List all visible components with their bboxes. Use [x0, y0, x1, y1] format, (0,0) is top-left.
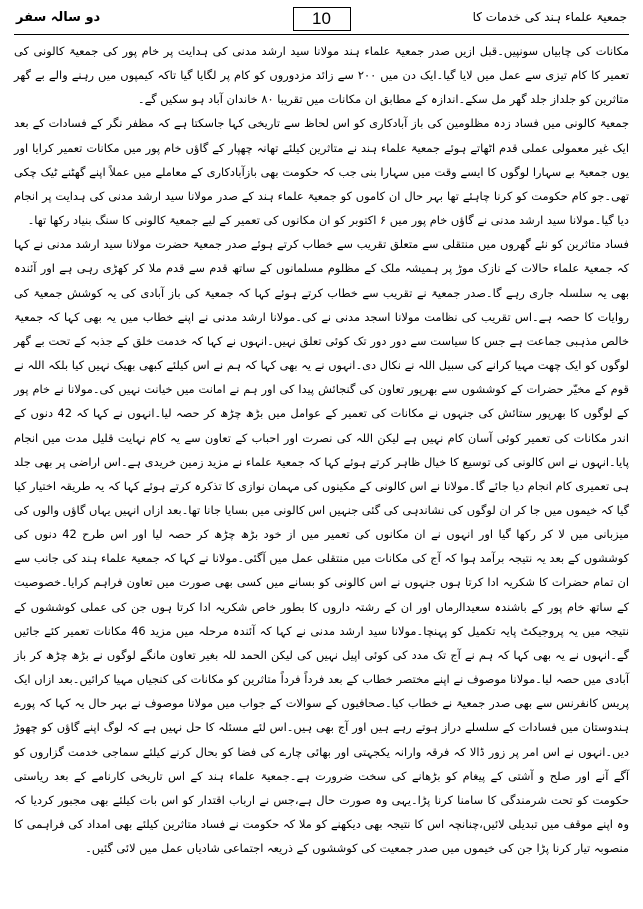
page-body — [14, 39, 629, 860]
running-title: دو سالہ سفر — [16, 10, 101, 25]
paragraph-1: مکانات کی چابیاں سونپیں۔قبل ازیں صدر جمعیۃ علماء ہند مولانا سید ارشد مدنی کی ہدایت پر خام پور کی جمعیۃ کالونی کی تعمیر کا کام تیزی سے عمل میں لایا گیا۔ایک دن میں ۲۰۰ سے زائد مزدوروں کو کام پر لگایا گیا تاکہ کیمپوں میں رہنے والے بے گھر متاثرین کو جلداز جلد گھر مل سکے۔اندازہ کے مطابق ان مکانات میں تقریبا ۸۰ خاندان آباد ہو سکیں گے۔ — [14, 44, 630, 107]
page-header — [14, 6, 629, 32]
paragraph-3: فساد متاثرین کو نئے گھروں میں منتقلی سے متعلق تقریب سے خطاب کرتے ہوئے صدر جمعیۃ حضرت مولانا سید ارشد مدنی نے کہا کہ جمعیۃ علماء حالات کے نازک موڑ پر ہمیشہ ملک کے مظلوم مسلمانوں کے ساتھ قدم سے قدم ملا کر کھڑی رہی ہے اور آئندہ بھی یہ سلسلہ جاری رہے گا۔صدر جمعیۃ نے تقریب سے خطاب کرتے ہوئے کہا کہ جمعیۃ کی باز آبادی کی یہ کوشش جمعیۃ کی روایات کا حصہ ہے۔اس تقریب کی نظامت مولانا اسجد مدنی نے کی۔مولانا ارشد مدنی نے اپنے خطاب میں یہ بھی کہا کہ جمعیۃ خالص مذہبی جماعت ہے جس کا سیاست سے دور دور تک کوئی تعلق نہیں۔انہوں نے کہا کہ خدمت خلق کے جذبہ کے تحت بے گھر لوگوں کو ایک چھت مہیا کرانے کی سبیل اللہ نے نکال دی۔انہوں نے یہ بھی کہا کہ ہم نے اس کیلئے کبھی بھیک نہیں کیا بلکہ اللہ نے قوم کے مخیّر حضرات کے کوششوں سے بھرپور تعاون کی گنجائش پیدا کی اور ہم نے امانت میں خیانت نہیں کی۔مولانا نے خام پور کے لوگوں کا بھرپور ستائش کی جنہوں نے مکانات کی تعمیر کے عوامل میں بڑھ چڑھ کر حصہ لیا۔انہوں نے کہا کہ 42 دنوں کے اندر مکانات کی تعمیر کوئی آسان کام نہیں ہے لیکن اللہ کی نصرت اور احباب کے تعاون سے یہ کام نہایت قلیل مدت میں انجام پایا۔انہوں نے اس کالونی کی توسیع کا خیال ظاہر کرتے ہوئے کہا کہ جمعیۃ علماء نے مزید زمین خریدی ہے۔اس اراضی پر بھی جلد ہی تعمیری کام انجام دیا جائے گا۔مولانا نے اس کالونی کے مکینوں کی مہمان نوازی کا تذکرہ کرتے ہوئے کہا کہ یہ طریقہ اختیار کیا گیا کہ خیموں میں جا کر ان لوگوں کی نشاندہی کی گئی جنہیں اس کالونی میں بسایا جانا تھا۔بعد ازاں انہیں یہاں گاؤں والوں کی میزبانی میں لا کر رکھا گیا اور انہوں نے ان مکانوں کی تعمیر میں از خود بڑھ چڑھ کر حصہ لیا اور اس طرح 42 دنوں کی کوششوں کے بعد یہ نتیجہ برآمد ہوا کہ آج کی مکانات میں منتقلی عمل میں آگئی۔مولانا نے کہا کہ جمعیۃ علماء ہند کی جانب سے ان تمام حضرات کا شکریہ ادا کرتا ہوں جنہوں نے اس کالونی کو بسانے میں کسی بھی صورت میں تعاون فراہم کرایا۔خصوصیت کے ساتھ خام پور کے باشندہ سعیداﻟرماں اور ان کے رشتہ داروں کا بطور خاص شکریہ ادا کرتا ہوں جن کی عملی کوششوں کے نتیجہ میں یہ پروجیکٹ پایہ تکمیل کو پہنچا۔مولانا سید ارشد مدنی نے کہا کہ آئندہ مرحلہ میں مزید 46 مکانات تعمیر کئے جائیں گے۔انہوں نے یہ بھی کہا کہ ہم نے آج تک مدد کی کوئی اپیل نہیں کی لیکن الحمد للہ بغیر تعاون مانگے لوگوں نے بڑھ چڑھ کر باز آبادی میں حصہ لیا۔مولانا موصوف نے اپنے مختصر خطاب کے بعد فرداً فرداً متاثرین کو مکانات کی کنجیاں مہیا کرائیں۔بعد ازاں ایک پریس کانفرنس سے بھی صدر جمعیۃ نے خطاب کیا۔صحافیوں کے سوالات کے جواب میں مولانا موصوف نے بہر حال یہ کہا کہ پورے ہندوستان میں فسادات کے سلسلے دراز ہوتے رہے ہیں اور آج بھی ہیں۔اس لئے مسئلہ کا حل نہیں ہے کہ لوگ اپنے گاؤں کو چھوڑ دیں۔انہوں نے اس امر پر زور ڈالا کہ فرقہ وارانہ یکجہتی اور بھائی چارے کی فضا کو بحال کرنے کیلئے سماجی خدمت گزاروں کو آگے آنے اور صلح و آشتی کے پیغام کو بڑھانے کی سخت ضرورت ہے۔جمعیۃ علماء ہند کے اس تاریخی کارنامے کے بعد ریاستی حکومت کو تحت شرمندگی کا سامنا کرنا پڑا۔یہی وہ صورت حال ہے،جس نے ارباب اقتدار کو اس بات کیلئے بھی مجبور کردیا کہ وہ اپنے موقف میں تبدیلی لائیں،چنانچہ اس کا نتیجہ بھی دیکھنے کو ملا کہ حکومت نے فساد متاثرین کیلئے بھی امداد کی فراہمی کا منصوبہ تیار کرنا پڑا جن کی خیموں میں صدر جمعیت کی کوششوں کے ذریعہ اجتماعی شادیاں عمل میں لائی گئیں۔ — [14, 237, 629, 856]
book-title: جمعیۃ علماء ہند کی خدمات کا — [472, 10, 627, 24]
paragraph-2: جمعیۃ کالونی میں فساد زدہ مظلومین کی باز آبادکاری کو اس لحاظ سے تاریخی کہا جاسکتا ہے کہ مظفر نگر کے فسادات کے بعد ایک غیر معمولی عملی قدم اٹھاتے ہوئے جمعیۃ علماء ہند نے متاثرین کیلئے تھانہ چھپار کے گاؤں خام پور میں مکانات تعمیر کرایا اور یوں جمعیۃ بے سہارا لوگوں کا ایسے وقت میں سہارا بنی جب کہ حکومت بھی بازآبادکاری کے معاملے میں عملاً اپنے گھٹنے ٹیک چکی تھی۔جو کام حکومت کو کرنا چاہئے تھا بہر حال ان کاموں کو جمعیۃ علماء ہند کے صدر مولانا سید ارشد مدنی کی ہدایت پر انجام دیا گیا۔مولانا سید ارشد مدنی نے گاؤں خام پور میں ۶ اکتوبر کو ان مکانوں کی تعمیر کے لیے جمعیۃ کالونی کا سنگ بنیاد رکھا تھا۔ — [14, 116, 629, 228]
header-rule — [14, 34, 629, 35]
page-number: 10 — [293, 7, 351, 31]
